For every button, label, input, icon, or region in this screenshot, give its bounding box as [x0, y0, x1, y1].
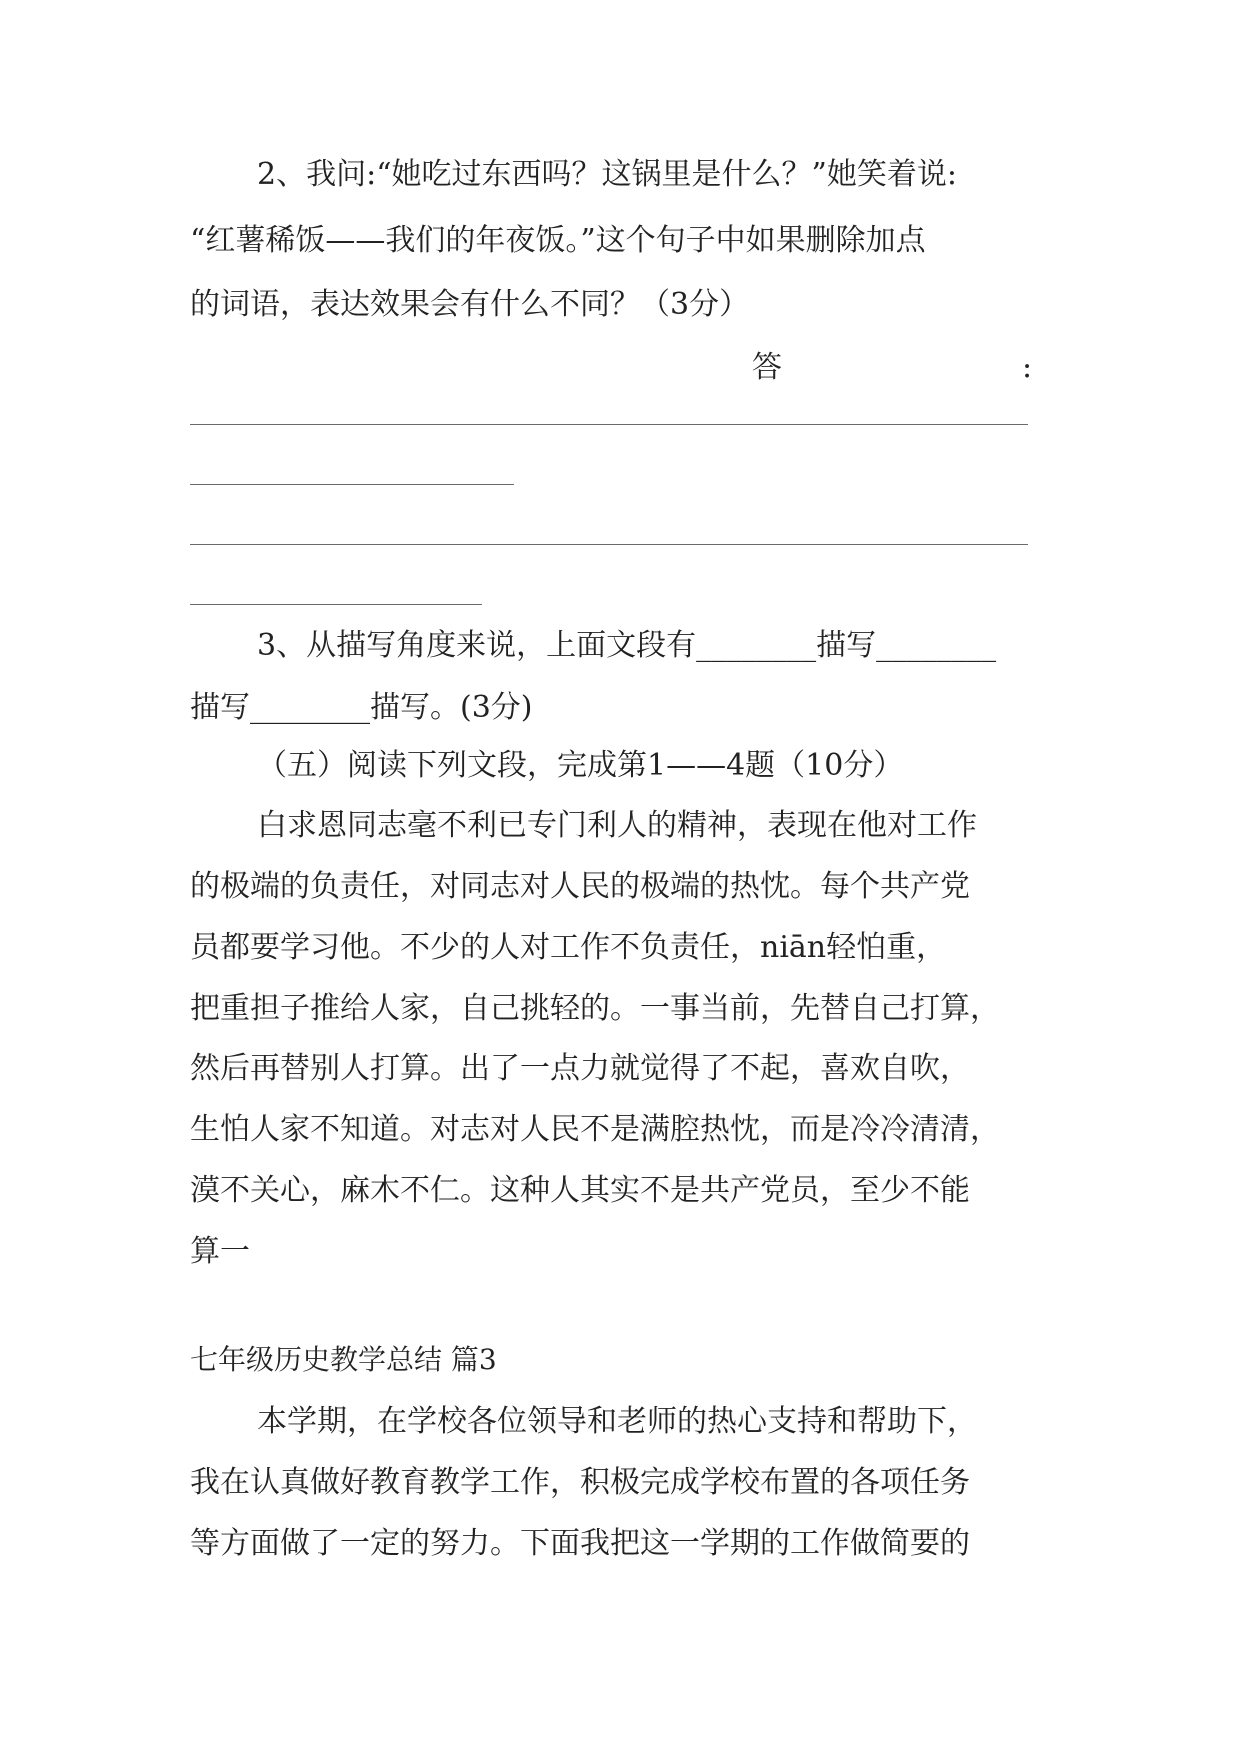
q3-line-1: 3、从描写角度来说，上面文段有________描写________ — [257, 628, 997, 663]
passage-line: 算一 — [190, 1234, 250, 1269]
q3-line-2: 描写________描写。(3分) — [190, 690, 533, 725]
article-title: 七年级历史教学总结 篇3 — [190, 1343, 497, 1376]
q2-line-2: “红薯稀饭——我们的年夜饭。”这个句子中如果删除加点 — [190, 223, 926, 258]
q2-line-3: 的词语，表达效果会有什么不同？（3分） — [190, 287, 750, 322]
answer-colon: : — [1022, 350, 1033, 385]
answer-blank-line — [190, 484, 514, 485]
article-line: 我在认真做好教育教学工作，积极完成学校布置的各项任务 — [190, 1465, 970, 1500]
passage-line: 员都要学习他。不少的人对工作不负责任，niān轻怕重， — [190, 930, 947, 965]
answer-blank-line — [190, 604, 482, 605]
passage-line: 漠不关心，麻木不仁。这种人其实不是共产党员，至少不能 — [190, 1173, 970, 1208]
passage-line: 然后再替别人打算。出了一点力就觉得了不起，喜欢自吹， — [190, 1051, 970, 1086]
article-line: 等方面做了一定的努力。下面我把这一学期的工作做简要的 — [190, 1526, 970, 1561]
section-heading: （五）阅读下列文段，完成第1——4题（10分） — [257, 748, 904, 783]
passage-line: 把重担子推给人家，自己挑轻的。一事当前，先替自己打算， — [190, 991, 1000, 1026]
passage-line: 生怕人家不知道。对志对人民不是满腔热忱，而是冷冷清清， — [190, 1112, 1000, 1147]
q2-line-1: 2、我问:“她吃过东西吗？这锅里是什么？”她笑着说: — [257, 157, 957, 192]
passage-line: 的极端的负责任，对同志对人民的极端的热忱。每个共产党 — [190, 869, 970, 904]
answer-blank-line — [190, 544, 1028, 545]
answer-blank-line — [190, 424, 1028, 425]
article-line: 本学期，在学校各位领导和老师的热心支持和帮助下， — [257, 1404, 977, 1439]
passage-line: 白求恩同志毫不利已专门利人的精神，表现在他对工作 — [257, 808, 977, 843]
answer-label: 答 — [752, 350, 782, 385]
